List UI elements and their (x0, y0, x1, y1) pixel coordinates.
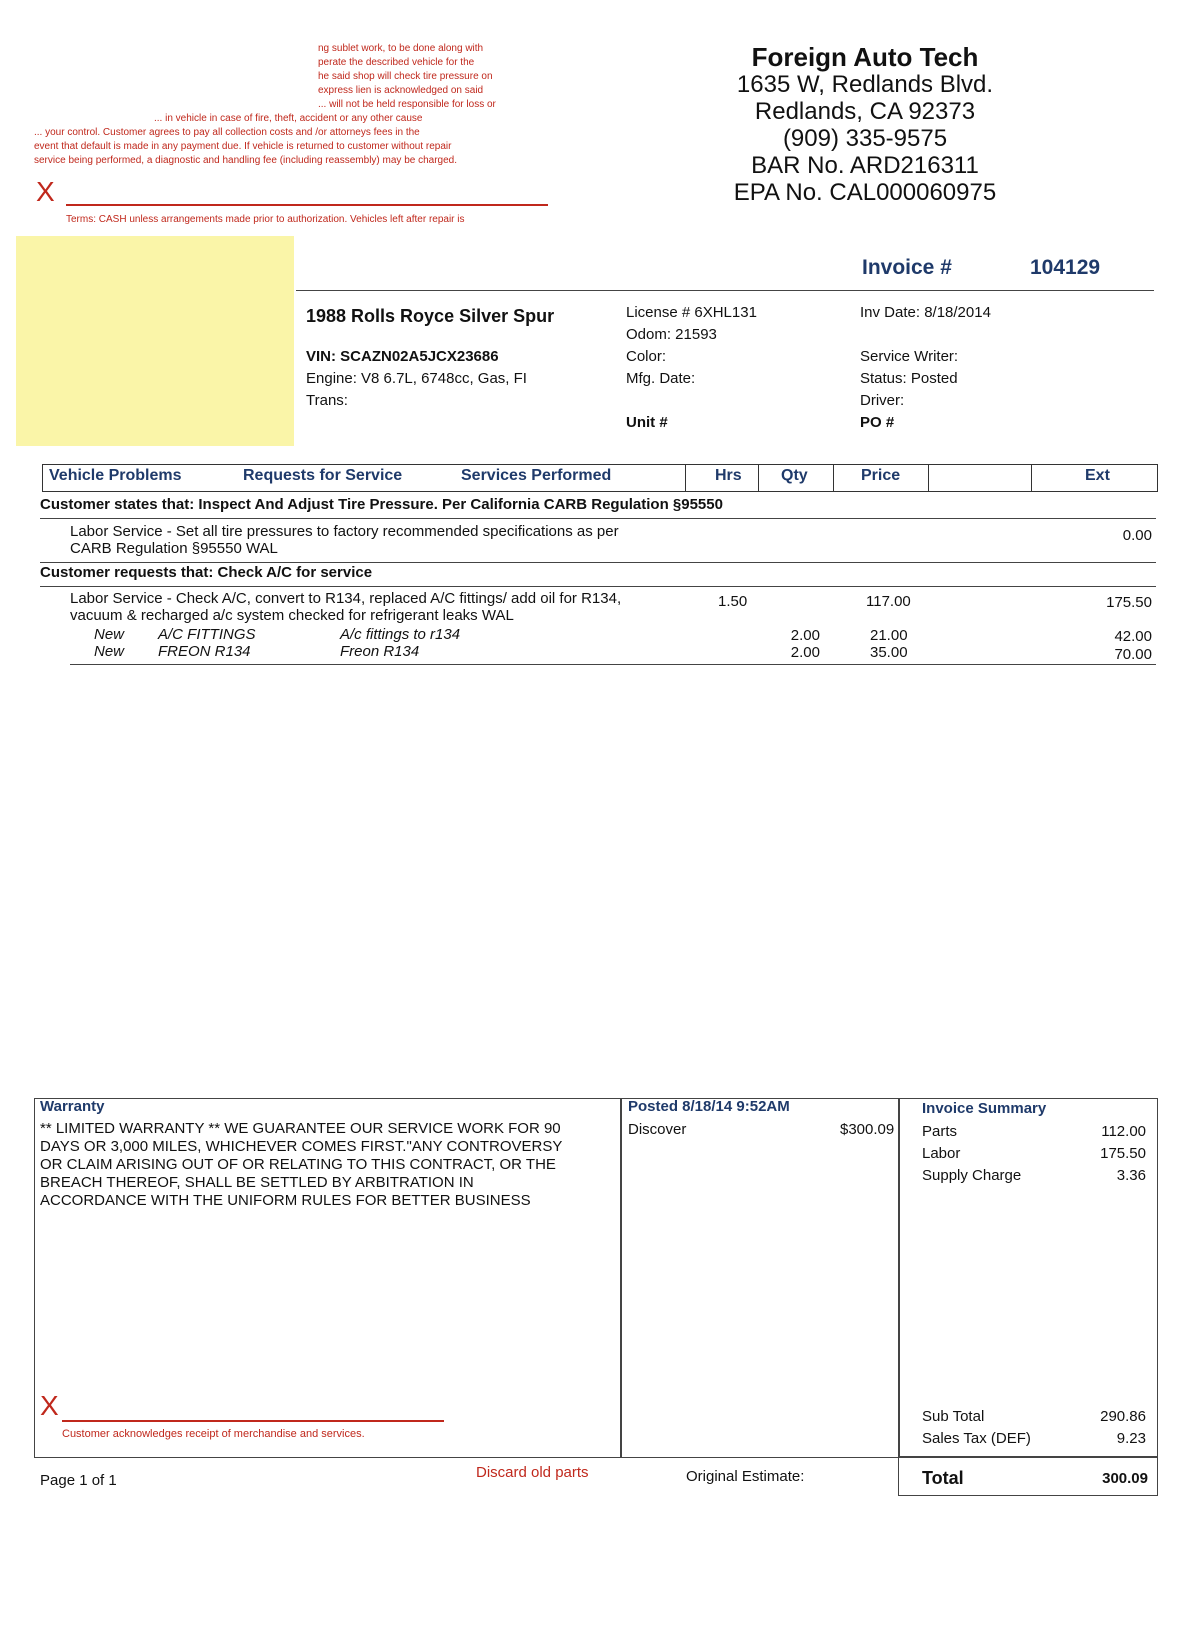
part-condition: New (94, 626, 125, 643)
summary-parts-label: Parts (922, 1123, 958, 1140)
summary-supply-value: 3.36 (1116, 1167, 1146, 1184)
warranty-line: OR CLAIM ARISING OUT OF OR RELATING TO THIS CONTRACT, OR THE (40, 1156, 556, 1173)
po-number: PO # (860, 414, 895, 431)
warranty-line: DAYS OR 3,000 MILES, WHICHEVER COMES FIRST."ANY CONTROVERSY (40, 1138, 563, 1155)
posted-timestamp: Posted 8/18/14 9:52AM (628, 1098, 790, 1115)
warranty-line: ACCORDANCE WITH THE UNIFORM RULES FOR BETTER BUSINESS (40, 1192, 531, 1209)
col-price: Price (861, 467, 901, 484)
job-heading: Customer requests that: Check A/C for service (40, 564, 373, 581)
labor-description: Labor Service - Check A/C, convert to R134, replaced A/C fittings/ add oil for R134, (70, 590, 622, 607)
page-number: Page 1 of 1 (40, 1472, 117, 1489)
vehicle-engine: Engine: V8 6.7L, 6748cc, Gas, FI (306, 370, 527, 387)
part-price: 35.00 (870, 644, 908, 661)
col-vehicle-problems: Vehicle Problems (49, 467, 182, 484)
terms-line: ... your control. Customer agrees to pay all collection costs and /or attorneys fees in the (34, 127, 420, 138)
terms-line: service being performed, a diagnostic and handling fee (including reassembly) may be charged. (34, 155, 458, 166)
customer-acknowledgement: Customer acknowledges receipt of merchandise and services. (62, 1428, 365, 1440)
labor-description: CARB Regulation §95550 WAL (70, 540, 278, 557)
warranty-title: Warranty (40, 1098, 105, 1115)
subtotal-label: Sub Total (922, 1408, 985, 1425)
col-ext: Ext (1085, 467, 1110, 484)
shop-address-line1: 1635 W, Redlands Blvd. (736, 71, 994, 98)
vehicle-registration (626, 302, 757, 434)
terms-line: ng sublet work, to be done along with (318, 43, 484, 54)
terms-line: ... will not be held responsible for loss or (318, 99, 496, 110)
invoice-meta (860, 302, 991, 434)
part-description: A/c fittings to r134 (340, 626, 461, 643)
terms-line: ... in vehicle in case of fire, theft, accident or any other cause (154, 113, 423, 124)
customer-signature-line[interactable] (62, 1420, 444, 1422)
part-ext: 70.00 (1114, 646, 1152, 663)
part-name: A/C FITTINGS (158, 626, 256, 643)
job-heading: Customer states that: Inspect And Adjust Tire Pressure. Per California CARB Regulation §95550 (40, 496, 723, 513)
cash-terms: Terms: CASH unless arrangements made prior to authorization. Vehicles left after repair is (66, 214, 465, 225)
payment-amount: $300.09 (840, 1121, 895, 1138)
warranty-line: ** LIMITED WARRANTY ** WE GUARANTEE OUR SERVICE WORK FOR 90 (40, 1120, 561, 1137)
job-divider (40, 586, 1156, 587)
warranty-line: BREACH THEREOF, SHALL BE SETTLED BY ARBITRATION IN (40, 1174, 474, 1191)
labor-ext: 175.50 (1106, 594, 1152, 611)
vehicle-vin: VIN: SCAZN02A5JCX23686 (306, 348, 499, 365)
shop-bar-number: BAR No. ARD216311 (751, 152, 979, 179)
terms-line: express lien is acknowledged on said (318, 85, 484, 96)
driver: Driver: (860, 392, 905, 409)
table-header (42, 464, 1158, 492)
summary-title: Invoice Summary (922, 1100, 1047, 1117)
shop-address-line2: Redlands, CA 92373 (754, 98, 976, 125)
summary-supply-label: Supply Charge (922, 1167, 1022, 1184)
terms-line: event that default is made in any payment due. If vehicle is returned to customer without repair (34, 141, 452, 152)
terms-line: perate the described vehicle for the (318, 57, 475, 68)
labor-price: 117.00 (866, 593, 911, 610)
vehicle-trans: Trans: (306, 392, 348, 409)
labor-service (70, 523, 619, 557)
labor-description: vacuum & recharged a/c system checked for refrigerant leaks WAL (70, 607, 514, 624)
summary-parts-value: 112.00 (1101, 1123, 1146, 1140)
invoice-label: Invoice # (862, 256, 952, 279)
signature-x-mark: X (36, 176, 55, 207)
part-description: Freon R134 (340, 643, 420, 660)
shop-epa-number: EPA No. CAL000060975 (733, 179, 997, 206)
part-ext: 42.00 (1114, 628, 1152, 645)
unit-number: Unit # (626, 414, 668, 431)
invoice-number: 104129 (1030, 256, 1101, 279)
service-writer: Service Writer: (860, 348, 959, 365)
summary-labor-label: Labor (922, 1145, 961, 1162)
license-number: License # 6XHL131 (626, 304, 757, 321)
labor-description: Labor Service - Set all tire pressures to factory recommended specifications as per (70, 523, 619, 540)
terms-block (34, 42, 554, 168)
terms-line: he said shop will check tire pressure on (318, 71, 493, 82)
job-divider (40, 562, 1156, 563)
invoice-status: Status: Posted (860, 370, 958, 387)
payment-box (620, 1098, 900, 1458)
original-estimate: Original Estimate: (686, 1468, 805, 1485)
invoice-date: Inv Date: 8/18/2014 (860, 304, 991, 321)
col-services-performed: Services Performed (461, 467, 612, 484)
summary-labor-value: 175.50 (1100, 1145, 1146, 1162)
total-value: 300.09 (1102, 1470, 1148, 1487)
col-qty: Qty (781, 467, 808, 484)
warranty-text (40, 1120, 562, 1210)
discard-old-parts: Discard old parts (476, 1464, 589, 1481)
col-hrs: Hrs (715, 467, 742, 484)
payment-method: Discover (628, 1121, 687, 1138)
part-name: FREON R134 (158, 643, 251, 660)
header-divider (296, 290, 1154, 291)
labor-service (70, 590, 621, 624)
part-qty: 2.00 (790, 627, 820, 644)
signature-line[interactable] (66, 204, 548, 206)
odometer: Odom: 21593 (626, 326, 717, 343)
shop-header (700, 44, 1030, 206)
shop-phone: (909) 335-9575 (782, 125, 948, 152)
part-price: 21.00 (870, 627, 908, 644)
sales-tax-label: Sales Tax (DEF) (922, 1430, 1031, 1447)
parts-divider (70, 664, 1156, 665)
labor-ext: 0.00 (1122, 527, 1152, 544)
sales-tax-value: 9.23 (1116, 1430, 1146, 1447)
customer-signature-x-mark: X (40, 1390, 59, 1421)
labor-hrs: 1.50 (718, 593, 748, 610)
sticky-note-redaction (16, 236, 294, 446)
part-condition: New (94, 643, 125, 660)
shop-name: Foreign Auto Tech (751, 42, 979, 72)
vehicle-details (306, 346, 527, 412)
part-qty: 2.00 (790, 644, 820, 661)
vehicle-title: 1988 Rolls Royce Silver Spur (306, 306, 555, 326)
total-label: Total (922, 1468, 964, 1488)
manufacture-date: Mfg. Date: (626, 370, 696, 387)
col-requests-for-service: Requests for Service (243, 467, 403, 484)
job-divider (40, 518, 1156, 519)
subtotal-value: 290.86 (1100, 1408, 1146, 1425)
vehicle-color: Color: (626, 348, 667, 365)
